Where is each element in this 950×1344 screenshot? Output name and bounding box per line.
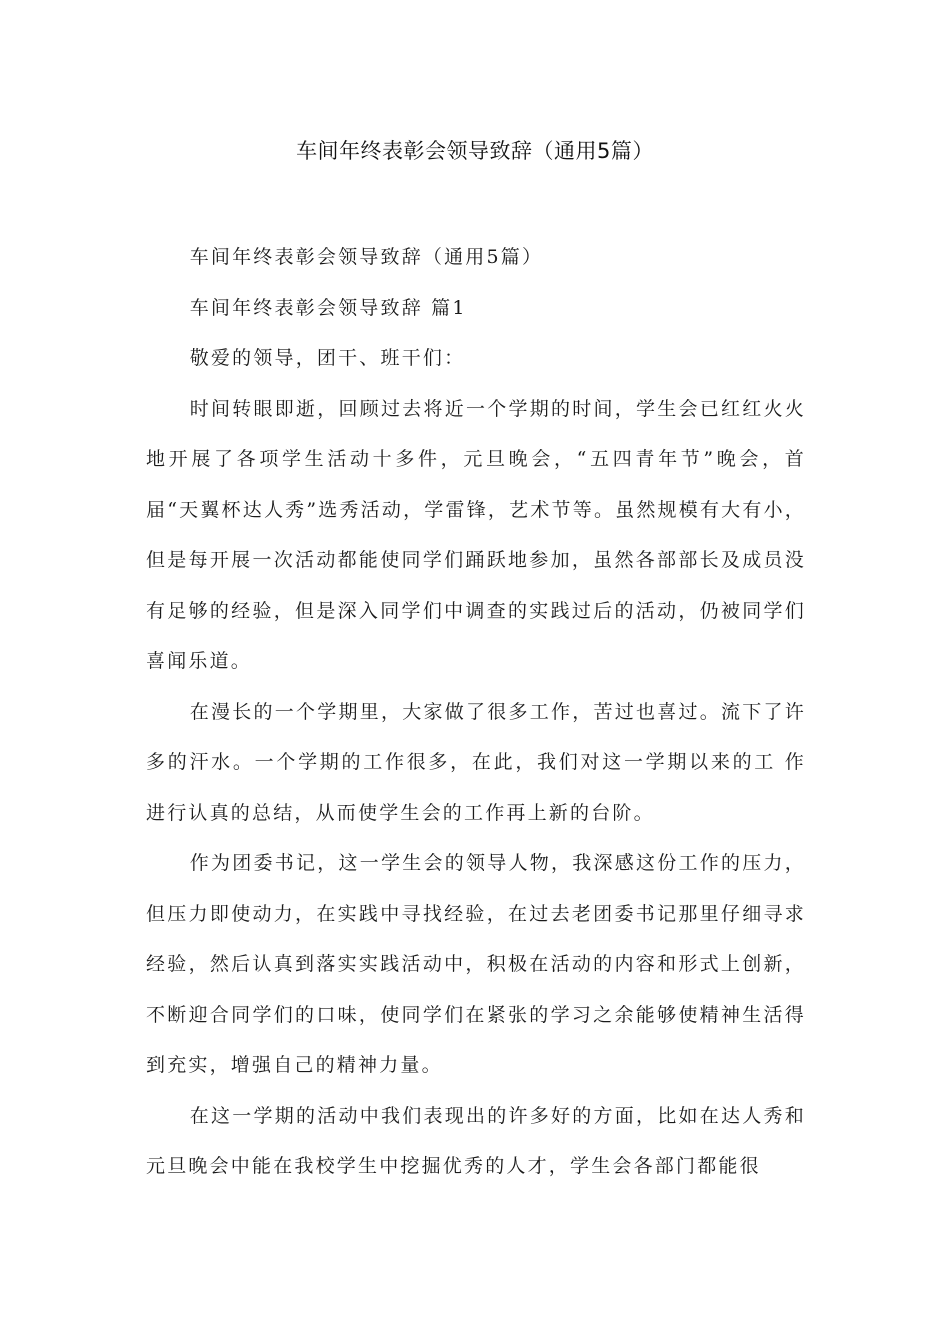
paragraph: 时间转眼即逝，回顾过去将近一个学期的时间，学生会已红红火火地开展了各项学生活动十多件，元旦晚会，“五四青年节”晚会，首届“天翼杯达人秀”选秀活动，学雷锋，艺术节等。虽然规模有大有小，但是每开展一次活动都能使同学们踊跃地参加，虽然各部部长及成员没有足够的经验，但是深入同学们中调查的实践过后的活动，仍被同学们喜闻乐道。 — [146, 397, 806, 672]
paragraph: 作为团委书记，这一学生会的领导人物，我深感这份工作的压力，但压力即使动力，在实践中寻找经验，在过去老团委书记那里仔细寻求经验，然后认真到落实实践活动中，积极在活动的内容和形式上创新，不断迎合同学们的口味，使同学们在紧张的学习之余能够使精神生活得到充实，增强自己的精神力量。 — [146, 852, 806, 1076]
paragraph: 在这一学期的活动中我们表现出的许多好的方面，比如在达人秀和元旦晚会中能在我校学生中挖掘优秀的人才，学生会各部门都能很 — [146, 1104, 806, 1177]
document-body — [146, 232, 806, 1192]
paragraph: 在漫长的一个学期里，大家做了很多工作，苦过也喜过。流下了许多的汗水。一个学期的工作很多，在此，我们对这一学期以来的工 作进行认真的总结，从而使学生会的工作再上新的台阶。 — [146, 700, 806, 824]
paragraph-subtitle: 车间年终表彰会领导致辞（通用5篇） — [189, 246, 544, 268]
paragraph-section-heading: 车间年终表彰会领导致辞 篇1 — [189, 296, 467, 319]
paragraph-salutation: 敬爱的领导，团干、班干们： — [189, 347, 466, 369]
document-title: 车间年终表彰会领导致辞（通用5篇） — [296, 139, 654, 163]
